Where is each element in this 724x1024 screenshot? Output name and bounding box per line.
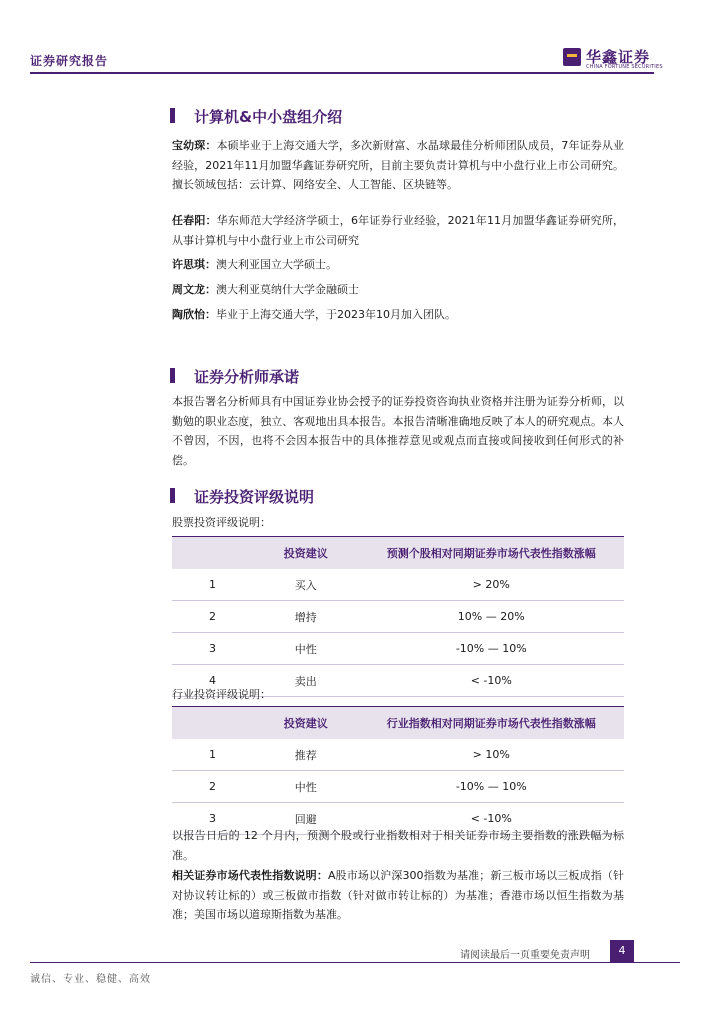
table-cell: 2 — [172, 601, 253, 633]
report-type-label: 证券研究报告 — [30, 54, 109, 68]
table-cell: 中性 — [253, 633, 359, 665]
page-number: 4 — [610, 940, 634, 962]
stock-rating-label: 股票投资评级说明： — [172, 516, 271, 529]
table-header-cell: 预测个股相对同期证券市场代表性指数涨幅 — [359, 537, 624, 570]
table-cell: > 20% — [359, 569, 624, 601]
table-cell: < -10% — [359, 803, 624, 835]
member-bio-text: 澳大利亚国立大学硕士。 — [216, 258, 337, 271]
section-bar-icon — [170, 368, 175, 383]
member-bio — [172, 305, 624, 325]
table-cell: 中性 — [253, 771, 359, 803]
table-row — [172, 633, 624, 665]
member-name: 陶欣怡： — [172, 308, 216, 321]
section-bar-icon — [170, 108, 175, 123]
member-bio-text: 澳大利亚莫纳什大学金融硕士 — [216, 283, 359, 296]
table-row — [172, 771, 624, 803]
table-header-cell — [172, 707, 253, 740]
member-bio — [172, 136, 624, 195]
member-name: 许思琪： — [172, 258, 216, 271]
table-cell: -10% — 10% — [359, 771, 624, 803]
member-bio — [172, 280, 624, 300]
industry-rating-table — [172, 706, 624, 835]
index-note-text: A股市场以沪深300指数为基准；新三板市场以三板成指（针对协议转让标的）或三板做市指数（针对做市转让标的）为基准；香港市场以恒生指数为基准；美国市场以道琼斯指数为基准。 — [172, 869, 624, 921]
member-bio-text: 华东师范大学经济学硕士，6年证券行业经验，2021年11月加盟华鑫证券研究所，从事计算机与中小盘行业上市公司研究 — [172, 214, 625, 247]
table-cell: 增持 — [253, 601, 359, 633]
stock-rating-table — [172, 536, 624, 697]
table-cell: 3 — [172, 803, 253, 835]
table-header-cell — [172, 537, 253, 570]
company-logo — [563, 46, 663, 70]
table-cell: 4 — [172, 665, 253, 697]
table-row — [172, 569, 624, 601]
table-header-row — [172, 537, 624, 570]
header-divider — [30, 72, 654, 74]
table-header-cell: 投资建议 — [253, 537, 359, 570]
table-cell: 3 — [172, 633, 253, 665]
table-header-row — [172, 707, 624, 740]
index-note-label: 相关证券市场代表性指数说明： — [172, 869, 328, 882]
commitment-text: 本报告署名分析师具有中国证券业协会授予的证券投资咨询执业资格并注册为证券分析师，以勤勉的职业态度，独立、客观地出具本报告。本报告清晰准确地反映了本人的研究观点。本人不曾因，不因，也将不会因本报告中的具体推荐意见或观点而直接或间接收到任何形式的补偿。 — [172, 395, 624, 467]
member-name: 宝幼琛： — [172, 139, 217, 152]
member-bio-text: 毕业于上海交通大学，于2023年10月加入团队。 — [216, 308, 456, 321]
rating-note: 以报告日后的 12 个月内，预测个股或行业指数相对于相关证券市场主要指数的涨跌幅为标准。 — [172, 829, 624, 862]
footer-divider — [30, 962, 680, 963]
logo-text-en: CHINA FORTUNE SECURITIES — [586, 64, 663, 70]
section-title: 计算机&中小盘组介绍 — [194, 108, 343, 126]
logo-text-cn: 华鑫证券 — [586, 48, 651, 66]
section-bar-icon — [170, 488, 175, 503]
table-cell: 推荐 — [253, 739, 359, 771]
index-note — [172, 866, 624, 925]
table-cell: > 10% — [359, 739, 624, 771]
table-cell: < -10% — [359, 665, 624, 697]
member-bio-text: 本硕毕业于上海交通大学，多次新财富、水晶球最佳分析师团队成员，7年证券从业经验，2021年11月加盟华鑫证券研究所，目前主要负责计算机与中小盘行业上市公司研究。擅长领域包括：云计算、网络安全、人工智能、区块链等。 — [172, 139, 624, 191]
company-motto: 诚信、专业、稳健、高效 — [30, 974, 151, 985]
table-cell: 回避 — [253, 803, 359, 835]
industry-rating-label: 行业投资评级说明： — [172, 688, 271, 701]
section-title: 证券投资评级说明 — [194, 488, 315, 506]
member-name: 任春阳： — [172, 214, 217, 227]
table-cell: 卖出 — [253, 665, 359, 697]
table-row — [172, 739, 624, 771]
section-title: 证券分析师承诺 — [194, 368, 300, 386]
table-header-cell: 投资建议 — [253, 707, 359, 740]
table-cell: -10% — 10% — [359, 633, 624, 665]
table-cell: 买入 — [253, 569, 359, 601]
table-row — [172, 601, 624, 633]
member-bio — [172, 255, 624, 275]
table-cell: 1 — [172, 739, 253, 771]
table-cell: 10% — 20% — [359, 601, 624, 633]
member-name: 周文龙： — [172, 283, 216, 296]
table-cell: 2 — [172, 771, 253, 803]
member-bio — [172, 211, 624, 250]
table-cell: 1 — [172, 569, 253, 601]
table-header-cell: 行业指数相对同期证券市场代表性指数涨幅 — [359, 707, 624, 740]
logo-mark-icon — [563, 48, 581, 66]
disclaimer-note: 请阅读最后一页重要免责声明 — [460, 950, 590, 961]
